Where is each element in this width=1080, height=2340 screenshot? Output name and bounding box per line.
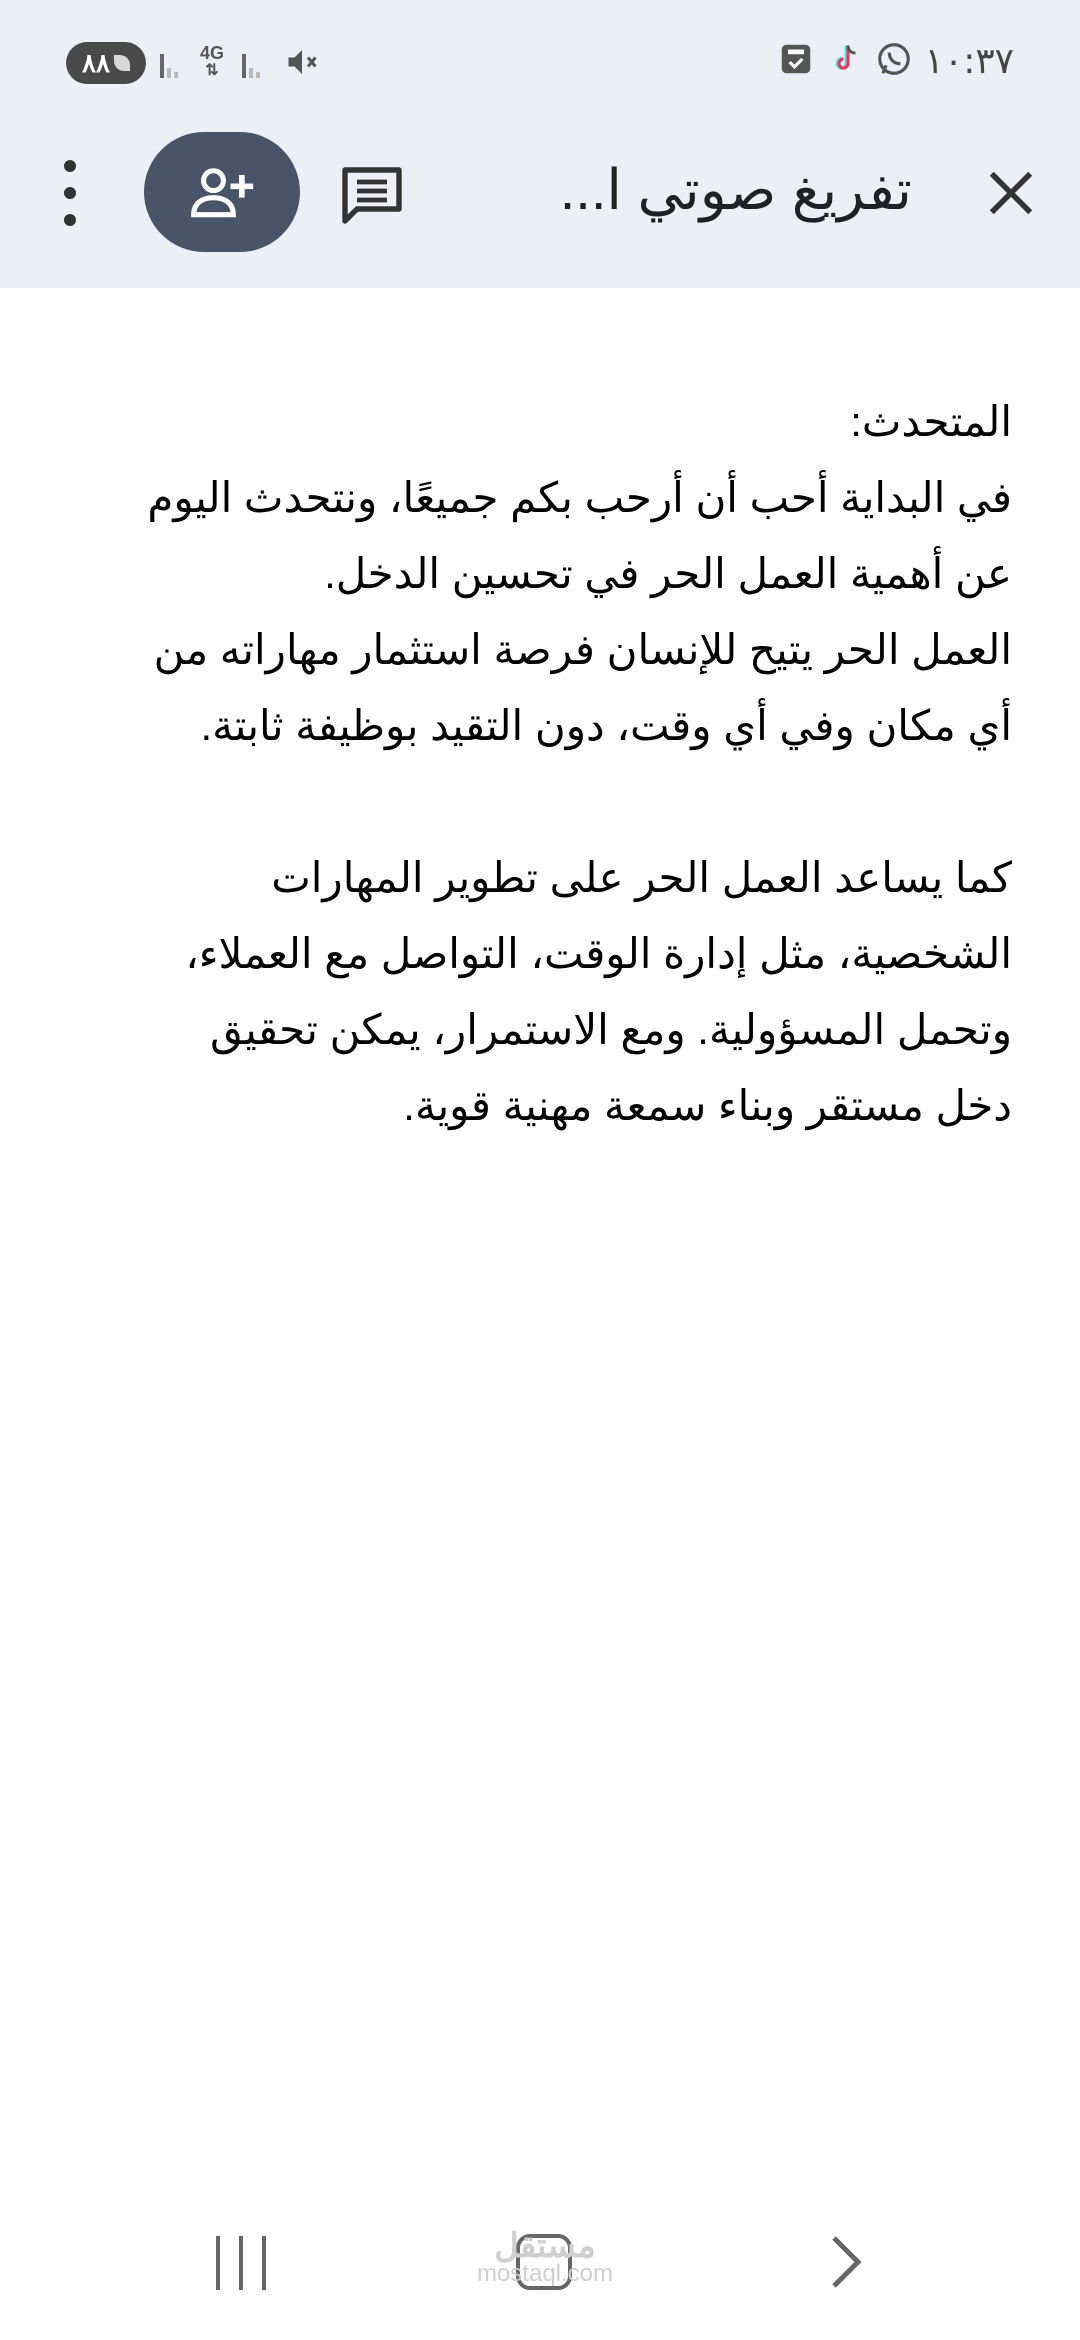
paragraph-gap <box>52 764 1012 840</box>
mute-icon <box>284 44 320 85</box>
comment-button[interactable] <box>336 158 408 230</box>
paragraph <box>52 840 1012 1144</box>
add-person-button[interactable] <box>144 132 300 252</box>
network-type: 4G <box>200 43 225 63</box>
4g-data-icon: 4G ⇅ <box>200 43 225 79</box>
whatsapp-icon <box>875 40 913 83</box>
text-line: دخل مستقر وبناء سمعة مهنية قوية. <box>403 1082 1012 1129</box>
signal-icon-2 <box>242 48 260 78</box>
text-line: العمل الحر يتيح للإنسان فرصة استثمار مهاراته من <box>153 626 1012 673</box>
text-line: المتحدث: <box>850 398 1012 445</box>
top-app-bar <box>0 0 1080 288</box>
battery-saver-icon <box>114 55 130 71</box>
signal-icon <box>160 48 178 78</box>
text-line: أي مكان وفي أي وقت، دون التقيد بوظيفة ثابتة. <box>200 702 1012 749</box>
close-button[interactable] <box>978 160 1044 226</box>
more-options-button[interactable] <box>50 160 90 226</box>
paragraph <box>52 384 1012 764</box>
person-add-icon <box>188 158 256 226</box>
text-line: عن أهمية العمل الحر في تحسين الدخل. <box>324 550 1012 597</box>
text-line: كما يساعد العمل الحر على تطوير المهارات <box>271 854 1012 901</box>
recents-icon[interactable] <box>216 2236 266 2290</box>
comment-icon <box>336 158 408 230</box>
document-content[interactable] <box>52 384 1012 1144</box>
watermark-subtext: mostaql.com <box>476 2260 614 2287</box>
tiktok-icon <box>827 40 863 83</box>
more-vert-icon <box>64 160 76 172</box>
text-line: وتحمل المسؤولية. ومع الاستمرار، يمكن تحقيق <box>210 1006 1012 1053</box>
back-icon[interactable] <box>826 2232 866 2297</box>
text-line: في البداية أحب أن أرحب بكم جميعًا، ونتحدث اليوم <box>147 474 1012 521</box>
document-title[interactable]: تفريغ صوتي ا... <box>559 158 912 221</box>
watermark-logo <box>470 2227 620 2288</box>
status-time: ١٠:٣٧ <box>924 41 1014 82</box>
battery-indicator <box>66 42 146 84</box>
save-notification-icon <box>777 40 815 83</box>
battery-level: ٨٨ <box>82 47 110 78</box>
status-right-group <box>777 40 1014 83</box>
watermark-text: مستقل <box>494 2227 596 2265</box>
text-line: الشخصية، مثل إدارة الوقت، التواصل مع العملاء، <box>185 930 1012 977</box>
close-icon <box>978 160 1044 226</box>
